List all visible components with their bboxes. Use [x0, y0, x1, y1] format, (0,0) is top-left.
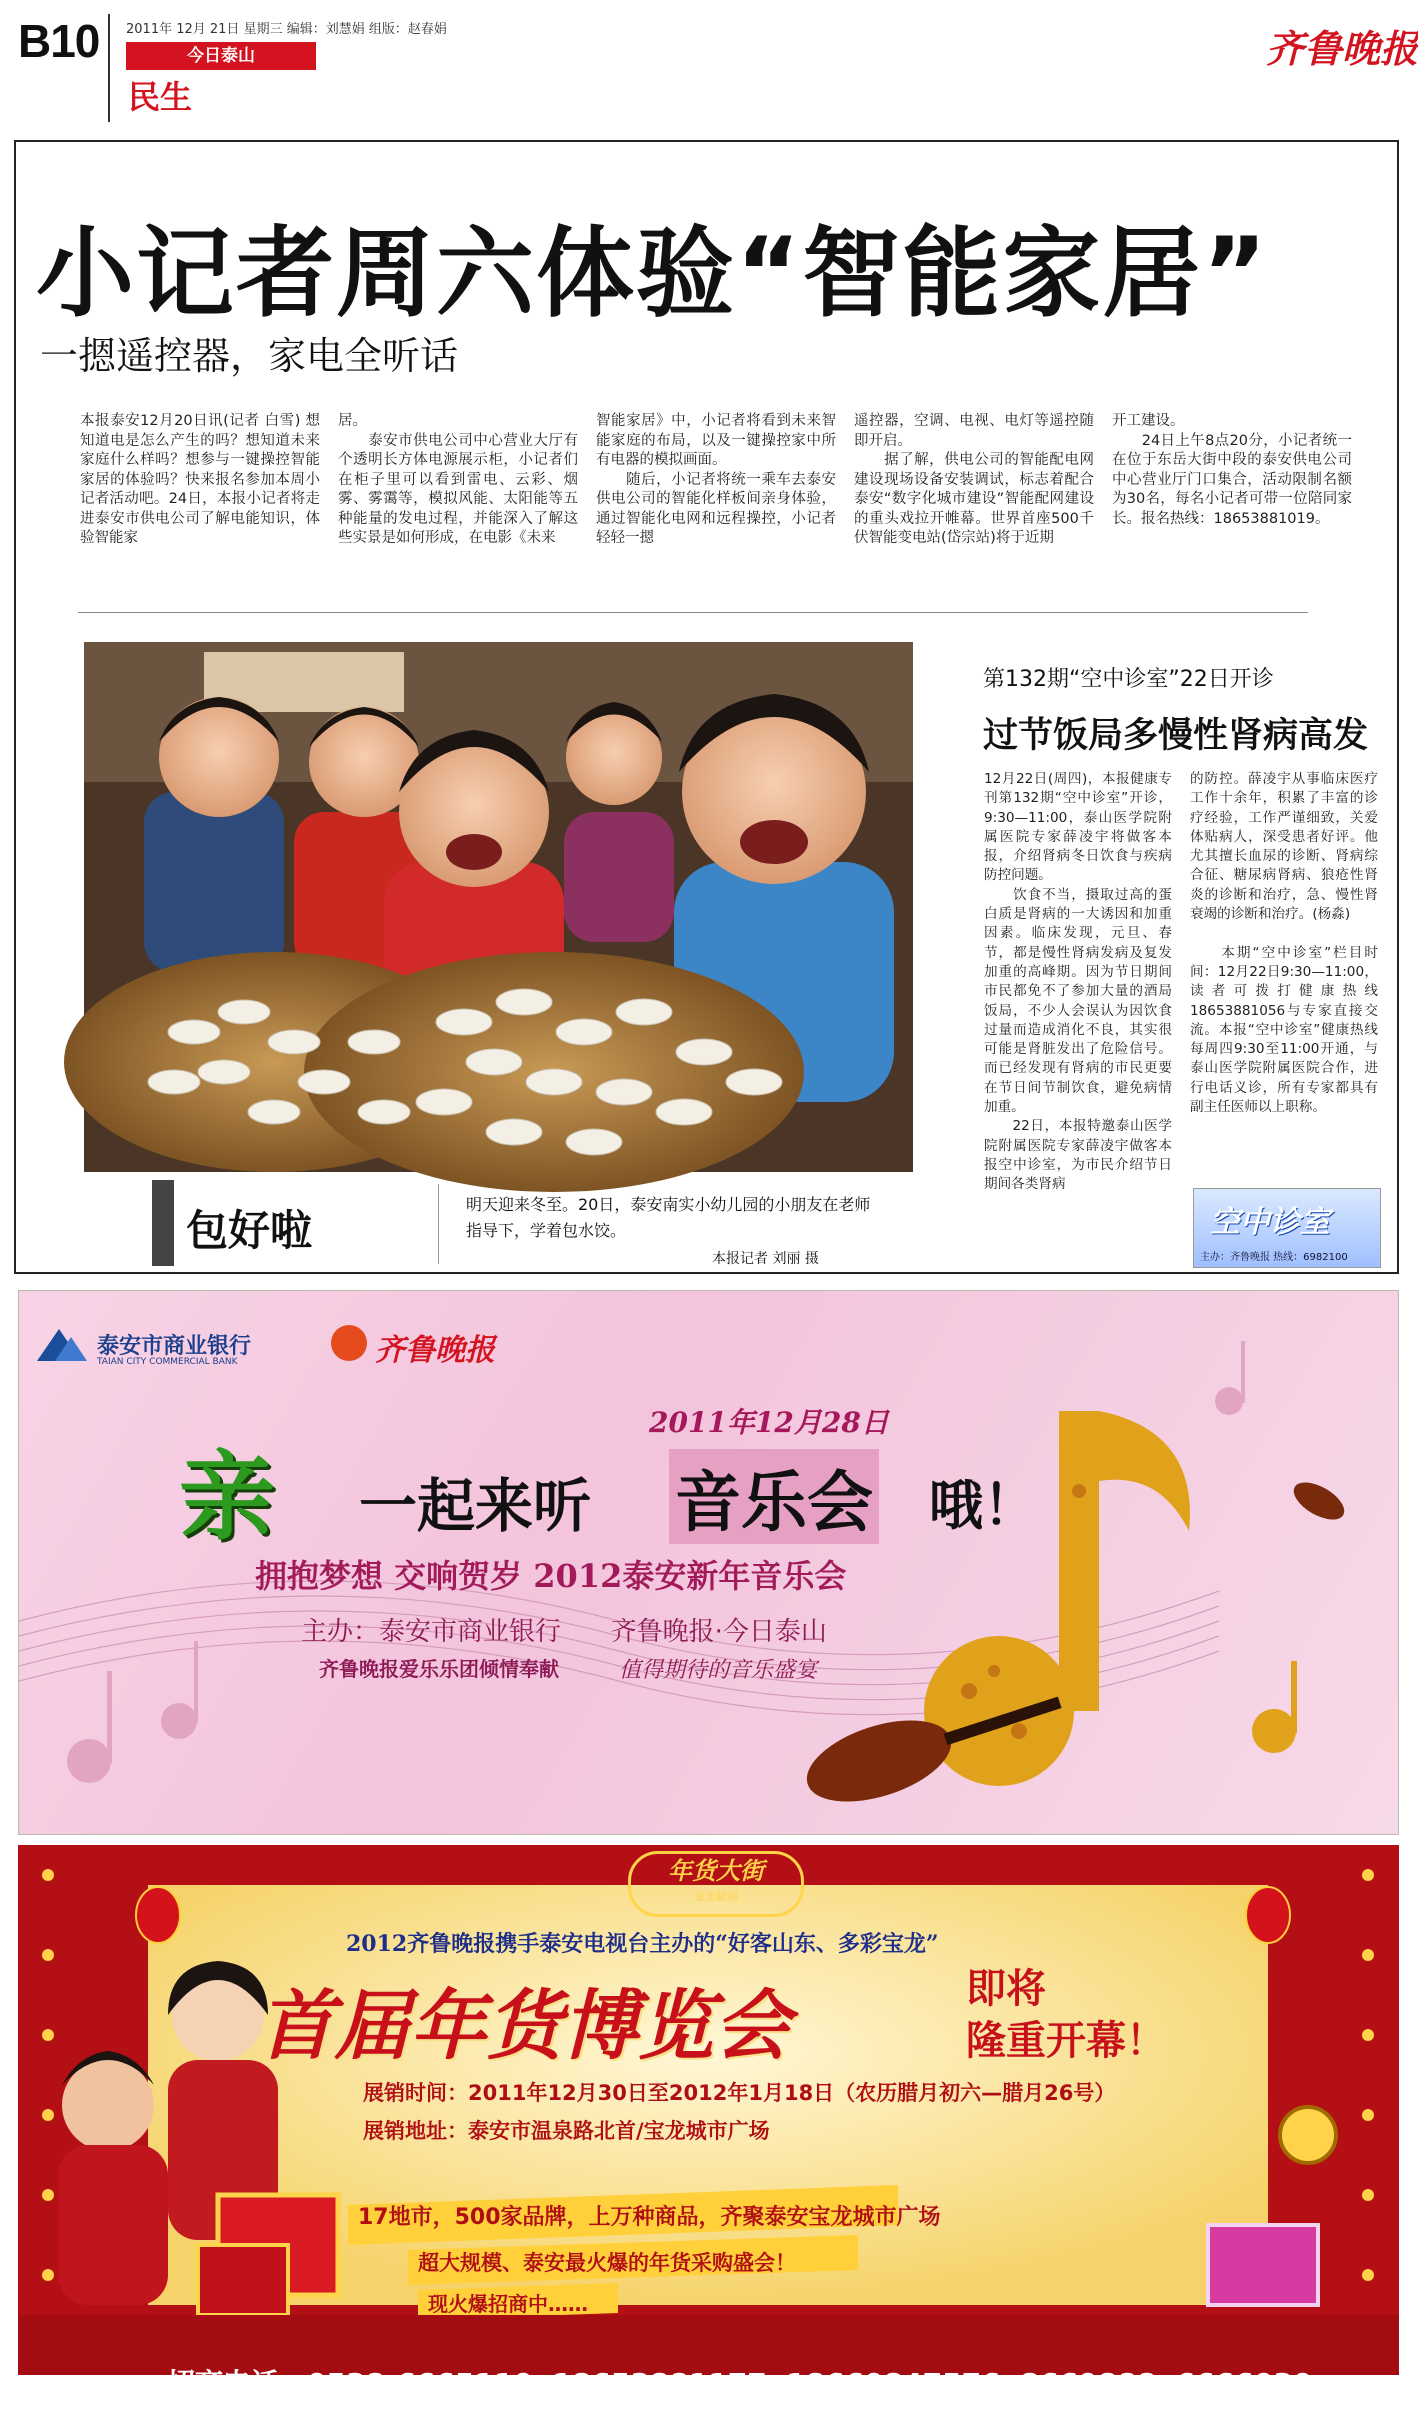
fair-title: 首届年货博览会 [258, 1981, 790, 2070]
photo-illustration [84, 642, 913, 1172]
concert-performer: 齐鲁晚报爱乐乐团倾情奉献 [319, 1657, 559, 1681]
bank-name: 泰安市商业银行 [97, 1334, 252, 1359]
fair-banner-3: 现火爆招商中…… [428, 2292, 588, 2316]
clinic-pretitle: 第132期“空中诊室”22日开诊 [983, 667, 1274, 692]
article-column-4: 遥控器，空调、电视、电灯等遥控随即开启。 据了解，供电公司的智能配电网建设现场设备安装调试，标志着配合泰安“数字化城市建设”智能配网建设的重头戏拉开帷幕。世界首座500千伏智能变电站(岱宗站)将于近期 [854, 413, 1094, 546]
header-divider [108, 14, 110, 122]
fair-ad-decoration [18, 1845, 1399, 2375]
fair-phone-numbers: 0538-6665110 18653881177 18660847576 8669888 6666030 [307, 2367, 1313, 2400]
fair-time-value: 2011年12月30日至2012年1月18日（农历腊月初六—腊月26号） [468, 2081, 1116, 2105]
fair-phone-label: 招商电话： [167, 2367, 308, 2400]
photo-label-bar [152, 1180, 174, 1266]
article-column-1: 本报泰安12月20日讯(记者 白雪) 想知道电是怎么产生的吗？想知道未来家庭什么样吗？想参与一键操控智能家居的体验吗？快来报名参加本周小记者活动吧。24日，本报小记者将走进泰安市供电公司了解电能知识，体验智能家 [80, 413, 320, 546]
caption-divider [438, 1184, 439, 1264]
clinic-logo-footer: 主办：齐鲁晚报 热线：6982100 [1200, 1252, 1348, 1263]
concert-ad [18, 1290, 1399, 1835]
masthead-logo: 齐鲁晚报 [1266, 26, 1418, 71]
photo-caption: 明天迎来冬至。20日，泰安南实小幼儿园的小朋友在老师指导下，学着包水饺。 [466, 1195, 871, 1240]
fair-address-value: 泰安市温泉路北首/宝龙城市广场 [468, 2119, 770, 2143]
clinic-title: 过节饭局多慢性肾病高发 [983, 716, 1369, 756]
photo-label: 包好啦 [186, 1206, 313, 1255]
issue-meta: 2011年 12月 21日 星期三 编辑：刘慧娟 组版：赵春娟 [126, 22, 447, 37]
bank-name-en: TAIAN CITY COMMERCIAL BANK [97, 1357, 238, 1367]
article-column-3: 智能家居》中，小记者将看到未来智能家庭的布局，以及一键操控家中所有电器的模拟画面。 随后，小记者将统一乘车去泰安供电公司的智能化样板间亲身体验，通过智能化电网和远程操控，小记者轻轻一摁 [596, 413, 836, 546]
slogan-listen: 一起来听 [359, 1472, 592, 1540]
slogan-qin: 亲 [179, 1441, 275, 1553]
fair-badge [628, 1851, 804, 1917]
fair-badge-bottom: 金龙献瑞 [694, 1890, 738, 1903]
slogan-concert: 音乐会 [669, 1449, 879, 1544]
fair-intro: 2012齐鲁晚报携手泰安电视台主办的“好客山东、多彩宝龙” [346, 1931, 939, 1957]
dumplings-photo [84, 642, 913, 1172]
fair-address-label: 展销地址： [363, 2119, 468, 2143]
concert-tagline: 值得期待的音乐盛宴 [619, 1658, 818, 1683]
photo-credit: 本报记者 刘丽 摄 [712, 1251, 819, 1267]
fair-title-soon: 即将 [966, 1966, 1046, 2012]
fair-badge-top: 年货大街 [668, 1856, 764, 1885]
fair-address [363, 2115, 770, 2145]
fair-time [363, 2077, 1115, 2107]
page-number: B10 [18, 15, 100, 67]
clinic-logo-text: 空中诊室 [1210, 1205, 1330, 1240]
article-column-2: 居。 泰安市供电公司中心营业大厅有个透明长方体电源展示柜，小记者们在柜子里可以看到雷电、云彩、烟雾、雾霭等，模拟风能、太阳能等五种能量的发电过程，并能深入了解这些实景是如何形成，在电影《未来 [338, 413, 578, 546]
fair-banner-1: 17地市，500家品牌，上万种商品，齐聚泰安宝龙城市广场 [358, 2205, 941, 2230]
fair-title-open: 隆重开幕！ [966, 2018, 1166, 2064]
fair-ad [18, 1845, 1399, 2400]
article-column-5: 开工建设。 24日上午8点20分，小记者统一在位于东岳大街中段的泰安供电公司中心营业厅门口集合，活动限制名额为30名，每名小记者可带一位陪同家长。报名热线：18653881019。 [1112, 413, 1352, 527]
article-headline: 小记者周六体验“智能家居” [36, 217, 1269, 331]
clinic-column-1: 12月22日(周四)，本报健康专刊第132期“空中诊室”开诊，9:30—11:00，泰山医学院附属医院专家薛凌宇将做客本报，介绍肾病冬日饮食与疾病防控问题。 饮食不当，摄取过高的蛋白质是肾病的一大诱因和加重因素。临床发现，元旦、春节，都是慢性肾病发病及复发加重的高峰期。因为节日期间市民都免不了参加大量的酒局饭局，不少人会误认为因饮食过量而造成消化不良，其实很可能是肾脏发出了危险信号。而已经发现有肾病的市民更要在节日间节制饮食，避免病情加重。 22日，本报特邀泰山医学院附属医院专家薛凌宇做客本报空中诊室，为市民介绍节日期间各类肾病 [984, 771, 1172, 1193]
clinic-logo [1193, 1188, 1381, 1268]
paper-logo: 齐鲁晚报 [375, 1333, 495, 1368]
concert-organizers: 主办：泰安市商业银行 齐鲁晚报·今日泰山 [301, 1617, 827, 1647]
fair-time-label: 展销时间： [363, 2081, 468, 2105]
section-title: 民生 [128, 78, 193, 116]
fair-banner-2: 超大规模、泰安最火爆的年货采购盛会！ [418, 2251, 796, 2275]
article-subhead: 一摁遥控器，家电全听话 [40, 334, 459, 378]
story-divider [78, 612, 1308, 613]
slogan-oh: 哦！ [929, 1474, 1037, 1537]
clinic-column-2: 的防控。薛凌宇从事临床医疗工作十余年，积累了丰富的诊疗经验，工作严谨细致，关爱体贴病人，深受患者好评。他尤其擅长血尿的诊断、肾病综合征、糖尿病肾病、狼疮性肾炎的诊断和治疗，急、慢性肾衰竭的诊断和治疗。(杨淼) 本期“空中诊室”栏目时间：12月22日9:30—11:00，读者可拨打健康热线18653881056与专家直接交流。本报“空中诊室”健康热线每周四9:30至11:00开通，与泰山医学院附属医院合作，进行电话义诊，所有专家都具有副主任医师以上职称。 [1190, 771, 1378, 1116]
concert-date: 2011年12月28日 [649, 1406, 889, 1439]
fair-phones [128, 2329, 1312, 2435]
edition-tag: 今日泰山 [126, 42, 316, 70]
concert-subtitle: 拥抱梦想 交响贺岁 2012泰安新年音乐会 [255, 1557, 847, 1595]
